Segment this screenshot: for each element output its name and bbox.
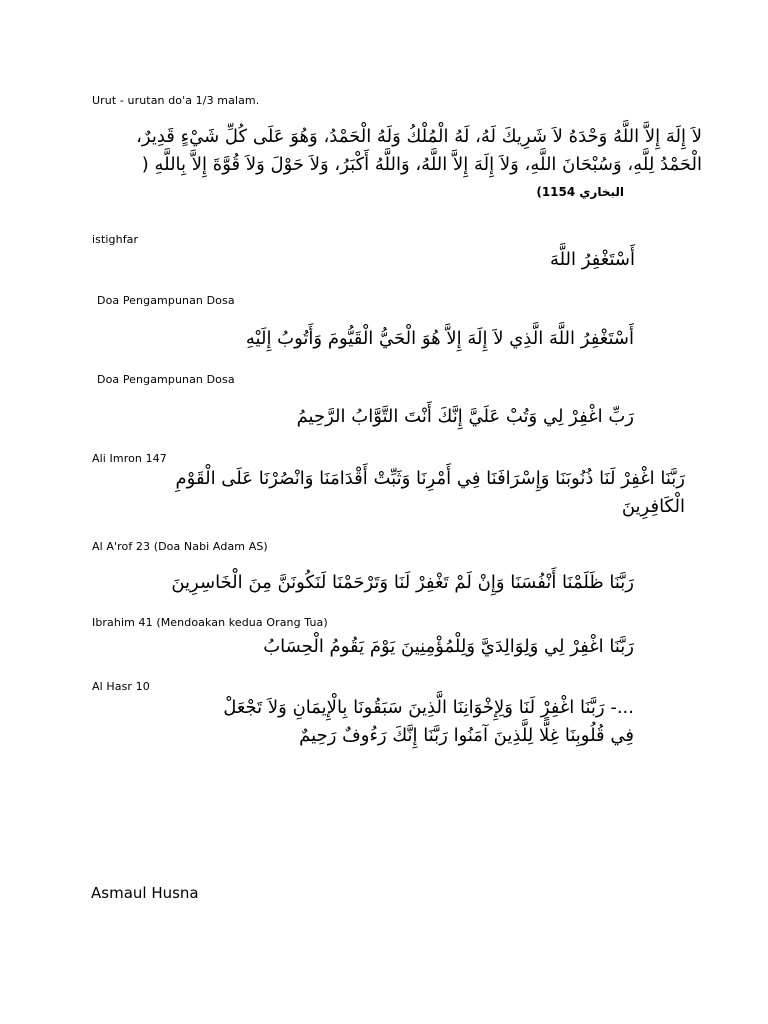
tahlil-line-2: الْحَمْدُ لِلَّهِ، وَسُبْحَانَ اللَّهِ، وَلاَ إِلَهَ إِلاَّ اللَّهُ، وَاللَّهُ أَكْبَرُ، وَلاَ حَوْلَ وَلاَ قُوَّةَ إِلاَّ بِاللَّهِ (: [141, 154, 702, 175]
section-label-ali-imron: Ali Imron 147: [92, 452, 167, 465]
ibrahim-text: رَبَّنَا اغْفِرْ لِي وَلِوَالِدَيَّ وَلِلْمُؤْمِنِينَ يَوْمَ يَقُومُ الْحِسَابُ: [263, 636, 634, 657]
istighfar-text: أَسْتَغْفِرُ اللَّهَ: [549, 249, 635, 270]
al-hasr-line-2: فِي قُلُوبِنَا غِلًّا لِلَّذِينَ آمَنُوا رَبَّنَا إِنَّكَ رَءُوفٌ رَحِيمٌ: [299, 725, 634, 746]
ali-imron-line-1: رَبَّنَا اغْفِرْ لَنَا ذُنُوبَنَا وَإِسْرَافَنَا فِي أَمْرِنَا وَثَبِّتْ أَقْدَامَنَا وَانْصُرْنَا عَلَى الْقَوْمِ: [175, 468, 685, 489]
doa-pengampunan-2-text: رَبِّ اغْفِرْ لِي وَتُبْ عَلَيَّ إِنَّكَ أَنْتَ التَّوَّابُ الرَّحِيمُ: [296, 406, 634, 427]
document-title: Urut - urutan do'a 1/3 malam.: [92, 94, 260, 107]
section-label-doa-pengampunan-2: Doa Pengampunan Dosa: [97, 373, 235, 386]
al-hasr-line-1: ...- رَبَّنَا اغْفِرْ لَنَا وَلِإِخْوَانِنَا الَّذِينَ سَبَقُونَا بِالْإِيمَانِ وَلاَ تَجْعَلْ: [223, 697, 634, 718]
al-arof-text: رَبَّنَا ظَلَمْنَا أَنْفُسَنَا وَإِنْ لَمْ تَغْفِرْ لَنَا وَتَرْحَمْنَا لَنَكُونَنَّ مِنَ الْخَاسِرِينَ: [171, 572, 634, 593]
section-label-istighfar: istighfar: [92, 233, 139, 246]
section-label-ibrahim: Ibrahim 41 (Mendoakan kedua Orang Tua): [92, 616, 328, 629]
ali-imron-line-2: الْكَافِرِينَ: [621, 496, 685, 517]
section-label-doa-pengampunan-1: Doa Pengampunan Dosa: [97, 294, 235, 307]
tahlil-line-1: لاَ إِلَهَ إِلاَّ اللَّهُ وَحْدَهُ لاَ شَرِيكَ لَهُ، لَهُ الْمُلْكُ وَلَهُ الْحَمْدُ، وَهُوَ عَلَى كُلِّ شَيْءٍ قَدِيرٌ،: [136, 126, 702, 147]
section-label-al-hasr: Al Hasr 10: [92, 680, 150, 693]
hadith-reference: البخاري 1154): [536, 185, 624, 199]
asmaul-husna-heading: Asmaul Husna: [91, 884, 199, 902]
section-label-al-arof: Al A'rof 23 (Doa Nabi Adam AS): [92, 540, 268, 553]
doa-pengampunan-1-text: أَسْتَغْفِرُ اللَّهَ الَّذِي لاَ إِلَهَ إِلاَّ هُوَ الْحَيُّ الْقَيُّومَ وَأَتُوبُ إِلَيْهِ: [245, 328, 634, 349]
